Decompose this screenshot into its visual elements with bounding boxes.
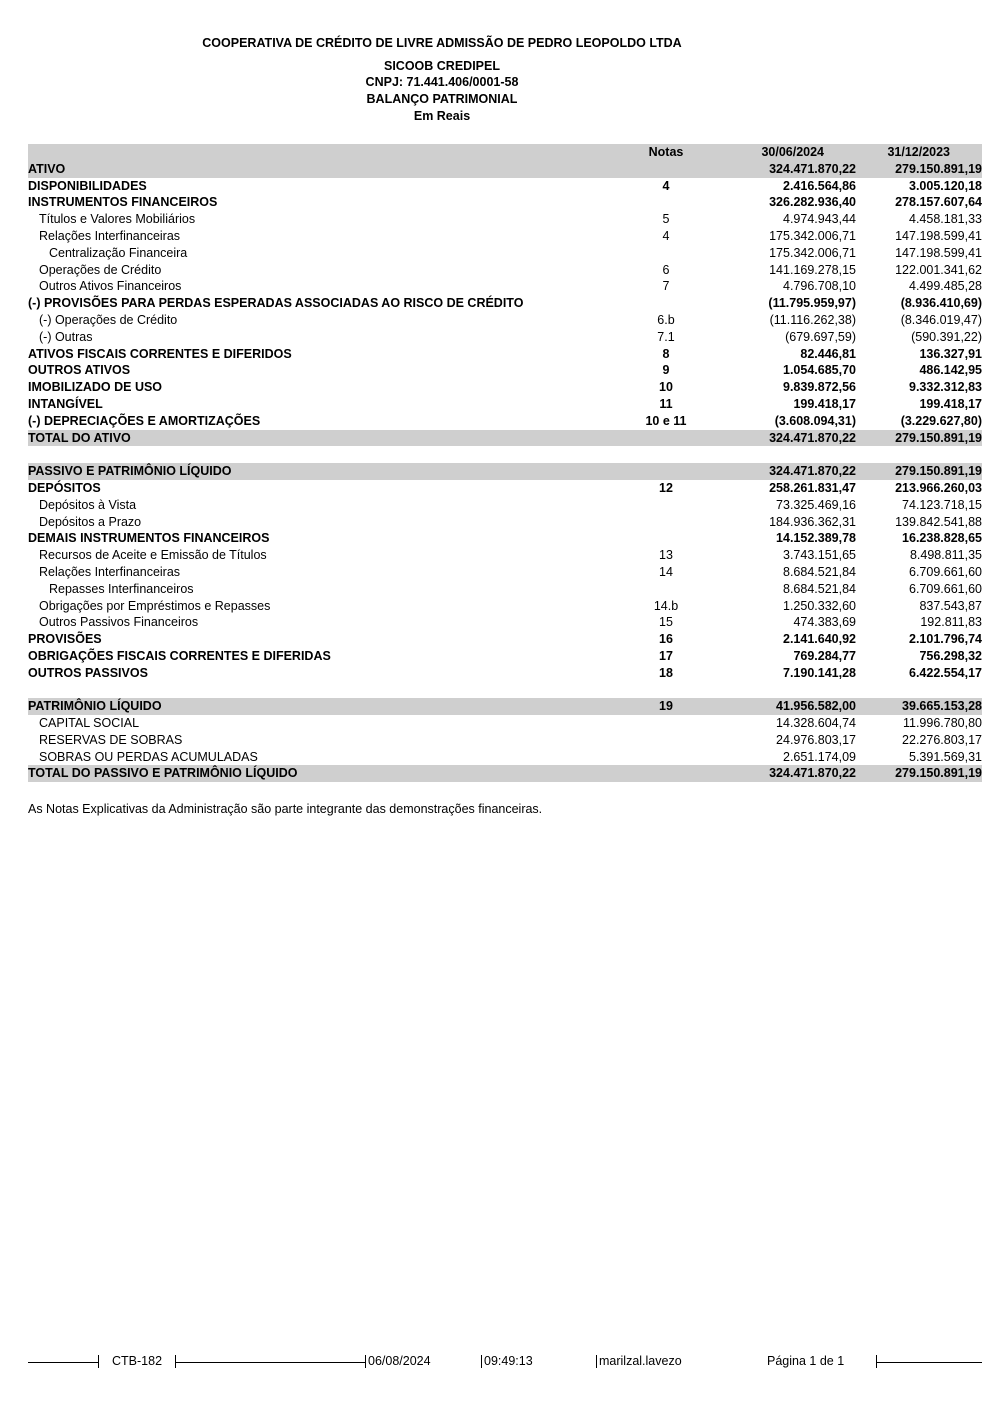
footer-user: marilzal.lavezo (599, 1354, 682, 1368)
row-label: TOTAL DO ATIVO (28, 430, 131, 445)
table-row (28, 278, 982, 295)
table-row (28, 514, 982, 531)
company-name: COOPERATIVA DE CRÉDITO DE LIVRE ADMISSÃO DE PEDRO LEOPOLDO LTDA (202, 36, 682, 50)
table-row (28, 329, 982, 346)
table-row (28, 480, 982, 497)
table-row (28, 379, 982, 396)
row-label: Recursos de Aceite e Emissão de Títulos (39, 548, 267, 563)
row-value-2023: 16.238.828,65 (902, 531, 982, 546)
table-row (28, 178, 982, 195)
row-label: OUTROS PASSIVOS (28, 665, 148, 680)
row-value-2024: 175.342.006,71 (769, 245, 856, 260)
row-nota: 11 (659, 396, 673, 411)
row-value-2024: 199.418,17 (793, 396, 856, 411)
footer-tick (481, 1355, 482, 1368)
row-label: (-) Outras (39, 329, 93, 344)
footnote: As Notas Explicativas da Administração são parte integrante das demonstrações financeiras. (28, 802, 543, 816)
row-value-2023: 2.101.796,74 (909, 632, 982, 647)
row-value-2024: (679.697,59) (785, 329, 856, 344)
row-label: PATRIMÔNIO LÍQUIDO (28, 699, 162, 714)
row-value-2024: 9.839.872,56 (783, 380, 856, 395)
row-value-2023: 756.298,32 (919, 648, 982, 663)
row-label: CAPITAL SOCIAL (39, 716, 140, 731)
row-value-2024: (11.116.262,38) (769, 312, 856, 327)
row-nota: 14.b (653, 598, 679, 613)
row-label: RESERVAS DE SOBRAS (39, 732, 183, 747)
table-row (28, 396, 982, 413)
column-header-date1: 30/06/2024 (761, 145, 824, 159)
row-nota: 7.1 (657, 329, 675, 344)
row-label: IMOBILIZADO DE USO (28, 380, 163, 395)
table-row (28, 598, 982, 615)
row-nota: 9 (662, 363, 670, 378)
row-label: INTANGÍVEL (28, 396, 103, 411)
row-nota: 18 (659, 665, 673, 680)
footer-rule (175, 1362, 365, 1363)
table-row (28, 211, 982, 228)
table-row (28, 194, 982, 211)
row-value-2024: 258.261.831,47 (769, 480, 856, 495)
row-value-2024: 2.416.564,86 (783, 178, 856, 193)
table-row (28, 430, 982, 447)
row-value-2023: 147.198.599,41 (895, 245, 982, 260)
table-row (28, 765, 982, 782)
row-label: INSTRUMENTOS FINANCEIROS (28, 195, 218, 210)
column-header-notas: Notas (648, 145, 684, 159)
table-row (28, 245, 982, 262)
row-value-2024: 1.250.332,60 (783, 598, 856, 613)
row-value-2023: 147.198.599,41 (895, 228, 982, 243)
row-value-2024: 184.936.362,31 (769, 514, 856, 529)
row-value-2023: 74.123.718,15 (902, 497, 982, 512)
row-value-2024: 24.976.803,17 (776, 732, 856, 747)
footer-date: 06/08/2024 (368, 1354, 431, 1368)
table-row (28, 648, 982, 665)
row-value-2024: 326.282.936,40 (769, 195, 856, 210)
row-value-2024: 73.325.469,16 (776, 497, 856, 512)
row-nota: 10 (659, 380, 673, 395)
row-value-2023: 139.842.541,88 (895, 514, 982, 529)
row-value-2024: 324.471.870,22 (769, 161, 856, 176)
row-label: Relações Interfinanceiras (39, 228, 181, 243)
row-label: Obrigações por Empréstimos e Repasses (39, 598, 271, 613)
row-value-2023: 486.142,95 (919, 363, 982, 378)
table-row (28, 698, 982, 715)
row-value-2024: 324.471.870,22 (769, 766, 856, 781)
statement-title: BALANÇO PATRIMONIAL (366, 92, 518, 106)
row-nota: 5 (662, 212, 670, 227)
row-nota: 14 (659, 564, 673, 579)
table-row (28, 346, 982, 363)
row-label: Centralização Financeira (49, 245, 188, 260)
footer-tick (98, 1355, 99, 1368)
row-label: Operações de Crédito (39, 262, 162, 277)
table-row (28, 262, 982, 279)
row-value-2024: 4.974.943,44 (783, 212, 856, 227)
table-row (28, 161, 982, 178)
row-nota: 7 (662, 279, 670, 294)
row-label: DEPÓSITOS (28, 480, 101, 495)
footer-report-code: CTB-182 (112, 1354, 163, 1368)
row-value-2023: 213.966.260,03 (895, 480, 982, 495)
row-value-2024: (11.795.959,97) (768, 296, 856, 311)
row-value-2023: 279.150.891,19 (895, 464, 982, 479)
row-value-2024: 3.743.151,65 (783, 548, 856, 563)
table-row (28, 497, 982, 514)
table-row (28, 715, 982, 732)
row-label: Depósitos à Vista (39, 497, 137, 512)
row-label: Outros Ativos Financeiros (39, 279, 182, 294)
row-value-2023: 6.709.661,60 (909, 564, 982, 579)
row-nota: 13 (659, 548, 673, 563)
row-nota: 12 (659, 480, 673, 495)
row-nota: 8 (662, 346, 670, 361)
row-label: Repasses Interfinanceiros (49, 581, 194, 596)
page-footer (0, 1352, 1000, 1372)
row-value-2024: 324.471.870,22 (769, 430, 856, 445)
row-value-2023: 6.422.554,17 (909, 665, 982, 680)
row-value-2023: (8.936.410,69) (900, 296, 982, 311)
table-body (28, 161, 982, 782)
row-value-2023: 22.276.803,17 (902, 732, 982, 747)
row-label: ATIVO (28, 161, 66, 176)
row-value-2024: 7.190.141,28 (783, 665, 856, 680)
footer-tick (365, 1355, 366, 1368)
row-label: DISPONIBILIDADES (28, 178, 147, 193)
row-nota: 6 (662, 262, 670, 277)
row-value-2023: 4.458.181,33 (909, 212, 982, 227)
row-nota: 4 (662, 178, 670, 193)
cnpj: CNPJ: 71.441.406/0001-58 (365, 75, 519, 89)
row-value-2024: 82.446,81 (800, 346, 856, 361)
row-value-2024: 14.152.389,78 (776, 531, 856, 546)
row-nota: 16 (659, 632, 673, 647)
row-value-2023: 122.001.341,62 (895, 262, 982, 277)
table-row (28, 413, 982, 430)
row-value-2023: 278.157.607,64 (895, 195, 982, 210)
row-label: OBRIGAÇÕES FISCAIS CORRENTES E DIFERIDAS (28, 648, 331, 663)
row-value-2023: 837.543,87 (919, 598, 982, 613)
spacer-row (28, 682, 982, 699)
row-label: Relações Interfinanceiras (39, 564, 181, 579)
row-value-2024: 8.684.521,84 (783, 581, 856, 596)
table-row (28, 581, 982, 598)
row-label: Depósitos a Prazo (39, 514, 142, 529)
table-row (28, 312, 982, 329)
column-header-row (28, 144, 982, 161)
row-label: PROVISÕES (28, 632, 102, 647)
row-label: TOTAL DO PASSIVO E PATRIMÔNIO LÍQUIDO (28, 766, 298, 781)
row-value-2024: 141.169.278,15 (769, 262, 856, 277)
row-nota: 19 (659, 699, 673, 714)
footer-page-number: Página 1 de 1 (767, 1354, 845, 1368)
row-nota: 4 (662, 228, 670, 243)
row-value-2024: 474.383,69 (793, 615, 856, 630)
footer-rule (28, 1362, 98, 1363)
spacer-row (28, 446, 982, 463)
row-label: OUTROS ATIVOS (28, 363, 131, 378)
row-value-2023: 279.150.891,19 (895, 766, 982, 781)
table-row (28, 228, 982, 245)
column-header-date2: 31/12/2023 (887, 145, 950, 159)
row-value-2023: 4.499.485,28 (909, 279, 982, 294)
row-value-2023: (8.346.019,47) (900, 312, 982, 327)
row-label: SOBRAS OU PERDAS ACUMULADAS (39, 749, 258, 764)
row-value-2023: 11.996.780,80 (902, 716, 982, 731)
row-value-2024: 8.684.521,84 (783, 564, 856, 579)
row-value-2023: 8.498.811,35 (909, 548, 982, 563)
row-label: DEMAIS INSTRUMENTOS FINANCEIROS (28, 531, 270, 546)
row-nota: 17 (659, 648, 673, 663)
row-label: (-) PROVISÕES PARA PERDAS ESPERADAS ASSOCIADAS AO RISCO DE CRÉDITO (28, 296, 524, 311)
row-value-2024: 4.796.708,10 (783, 279, 856, 294)
brand-name: SICOOB CREDIPEL (384, 59, 500, 73)
row-label: (-) DEPRECIAÇÕES E AMORTIZAÇÕES (28, 413, 261, 428)
table-row (28, 749, 982, 766)
row-value-2023: 9.332.312,83 (909, 380, 982, 395)
row-value-2023: 136.327,91 (919, 346, 982, 361)
table-row (28, 665, 982, 682)
row-value-2023: (590.391,22) (911, 329, 982, 344)
row-value-2024: 2.141.640,92 (783, 632, 856, 647)
row-value-2023: 3.005.120,18 (909, 178, 982, 193)
row-value-2023: (3.229.627,80) (900, 413, 982, 428)
row-label: ATIVOS FISCAIS CORRENTES E DIFERIDOS (28, 346, 292, 361)
row-value-2024: 2.651.174,09 (783, 749, 856, 764)
footer-rule (876, 1362, 982, 1363)
row-nota: 6.b (657, 312, 675, 327)
row-value-2024: 14.328.604,74 (776, 716, 856, 731)
row-label: Títulos e Valores Mobiliários (39, 212, 196, 227)
table-row (28, 732, 982, 749)
row-value-2024: (3.608.094,31) (774, 413, 856, 428)
row-label: PASSIVO E PATRIMÔNIO LÍQUIDO (28, 464, 232, 479)
row-value-2023: 199.418,17 (919, 396, 982, 411)
footer-tick (596, 1355, 597, 1368)
balance-sheet-table (28, 144, 982, 782)
row-value-2024: 769.284,77 (793, 648, 856, 663)
table-row (28, 547, 982, 564)
table-row (28, 295, 982, 312)
footer-time: 09:49:13 (484, 1354, 533, 1368)
row-value-2023: 39.665.153,28 (902, 699, 982, 714)
row-value-2024: 1.054.685,70 (783, 363, 856, 378)
row-value-2023: 279.150.891,19 (895, 161, 982, 176)
table-row (28, 463, 982, 480)
row-value-2024: 324.471.870,22 (769, 464, 856, 479)
row-label: (-) Operações de Crédito (39, 312, 178, 327)
table-row (28, 530, 982, 547)
row-nota: 15 (659, 615, 673, 630)
row-value-2023: 192.811,83 (920, 615, 982, 630)
row-label: Outros Passivos Financeiros (39, 615, 199, 630)
table-row (28, 631, 982, 648)
row-nota: 10 e 11 (645, 413, 687, 428)
table-row (28, 362, 982, 379)
row-value-2024: 175.342.006,71 (769, 228, 856, 243)
row-value-2023: 5.391.569,31 (909, 749, 982, 764)
table-row (28, 564, 982, 581)
currency-unit: Em Reais (413, 109, 471, 123)
row-value-2023: 279.150.891,19 (895, 430, 982, 445)
row-value-2024: 41.956.582,00 (776, 699, 856, 714)
row-value-2023: 6.709.661,60 (909, 581, 982, 596)
table-row (28, 614, 982, 631)
